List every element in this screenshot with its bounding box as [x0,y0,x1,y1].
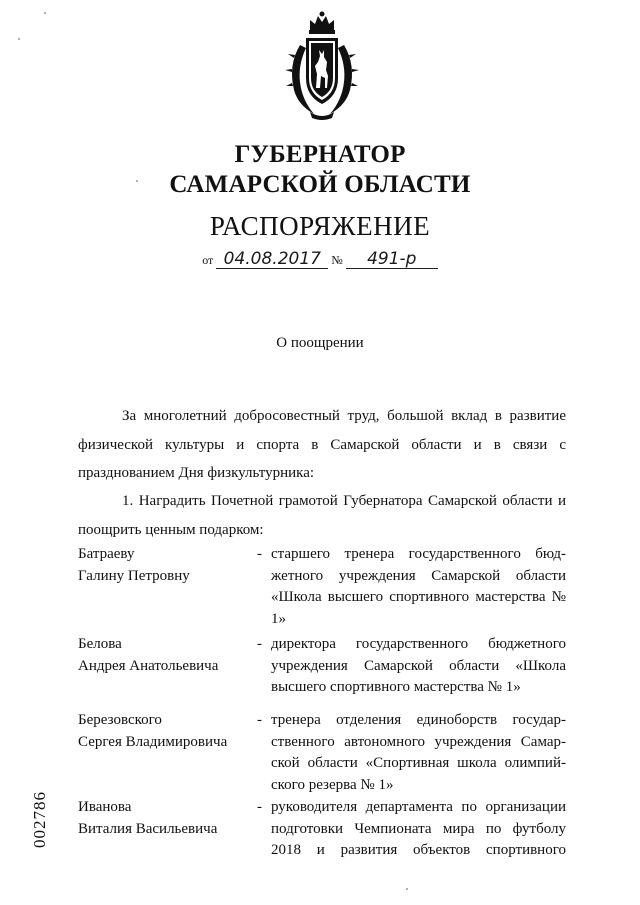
scan-speck [136,180,138,182]
document-type-title: РАСПОРЯЖЕНИЕ [209,211,431,241]
awardee-position: старшего тренера государственного бюджетного учреждения Самарской области «Школа высшего спортивного мастерства № 1» [271,546,566,627]
date-value: 04.08.2017 [216,250,328,269]
awardee-position: директора государственного бюджетного учреждения Самарской области «Школа высшего спортивного мастерства № 1» [271,636,566,695]
date-number-line [0,250,640,274]
scan-speck [406,888,408,890]
issuer-title-line1: ГУБЕРНАТОР [234,141,406,168]
scan-speck [44,12,46,14]
awardee-name: Березовского Сергея Владимировича [78,712,228,750]
number-value: 491-р [346,250,438,269]
date-prefix: от [202,253,214,267]
scan-speck [18,38,20,40]
entry-dash: - [257,636,262,652]
issuer-title-line2: САМАРСКОЙ ОБЛАСТИ [169,171,471,198]
side-serial-stamp: 002786 [30,791,49,848]
entry-dash: - [257,546,262,562]
number-prefix: № [331,253,343,267]
coat-of-arms-icon [280,10,364,122]
awardee-name: Иванова Виталия Васильевича [78,799,218,837]
awardee-name: Батраеву Галину Петровну [78,546,190,584]
entry-dash: - [257,712,262,728]
awardee-position: тренера отделения единоборств государственного автономного учреждения Самарской области «Спортивная школа олимпийского резерва № 1» [271,712,566,793]
awardee-position: руководителя департамента по организации подготовки Чемпионата мира по футболу 2018 и развития объектов спортивного [271,799,566,858]
intro-paragraph: За многолетний добросовестный труд, большой вклад в развитие физической культуры и спорта в Самарской области и в связи с празднованием Дня физкультурника: [78,408,566,481]
document-subject: О поощрении [276,335,364,351]
entry-dash: - [257,799,262,815]
award-paragraph: 1. Наградить Почетной грамотой Губернатора Самарской области и поощрить ценным подарком: [78,493,566,538]
awardee-name: Белова Андрея Анатольевича [78,636,219,674]
